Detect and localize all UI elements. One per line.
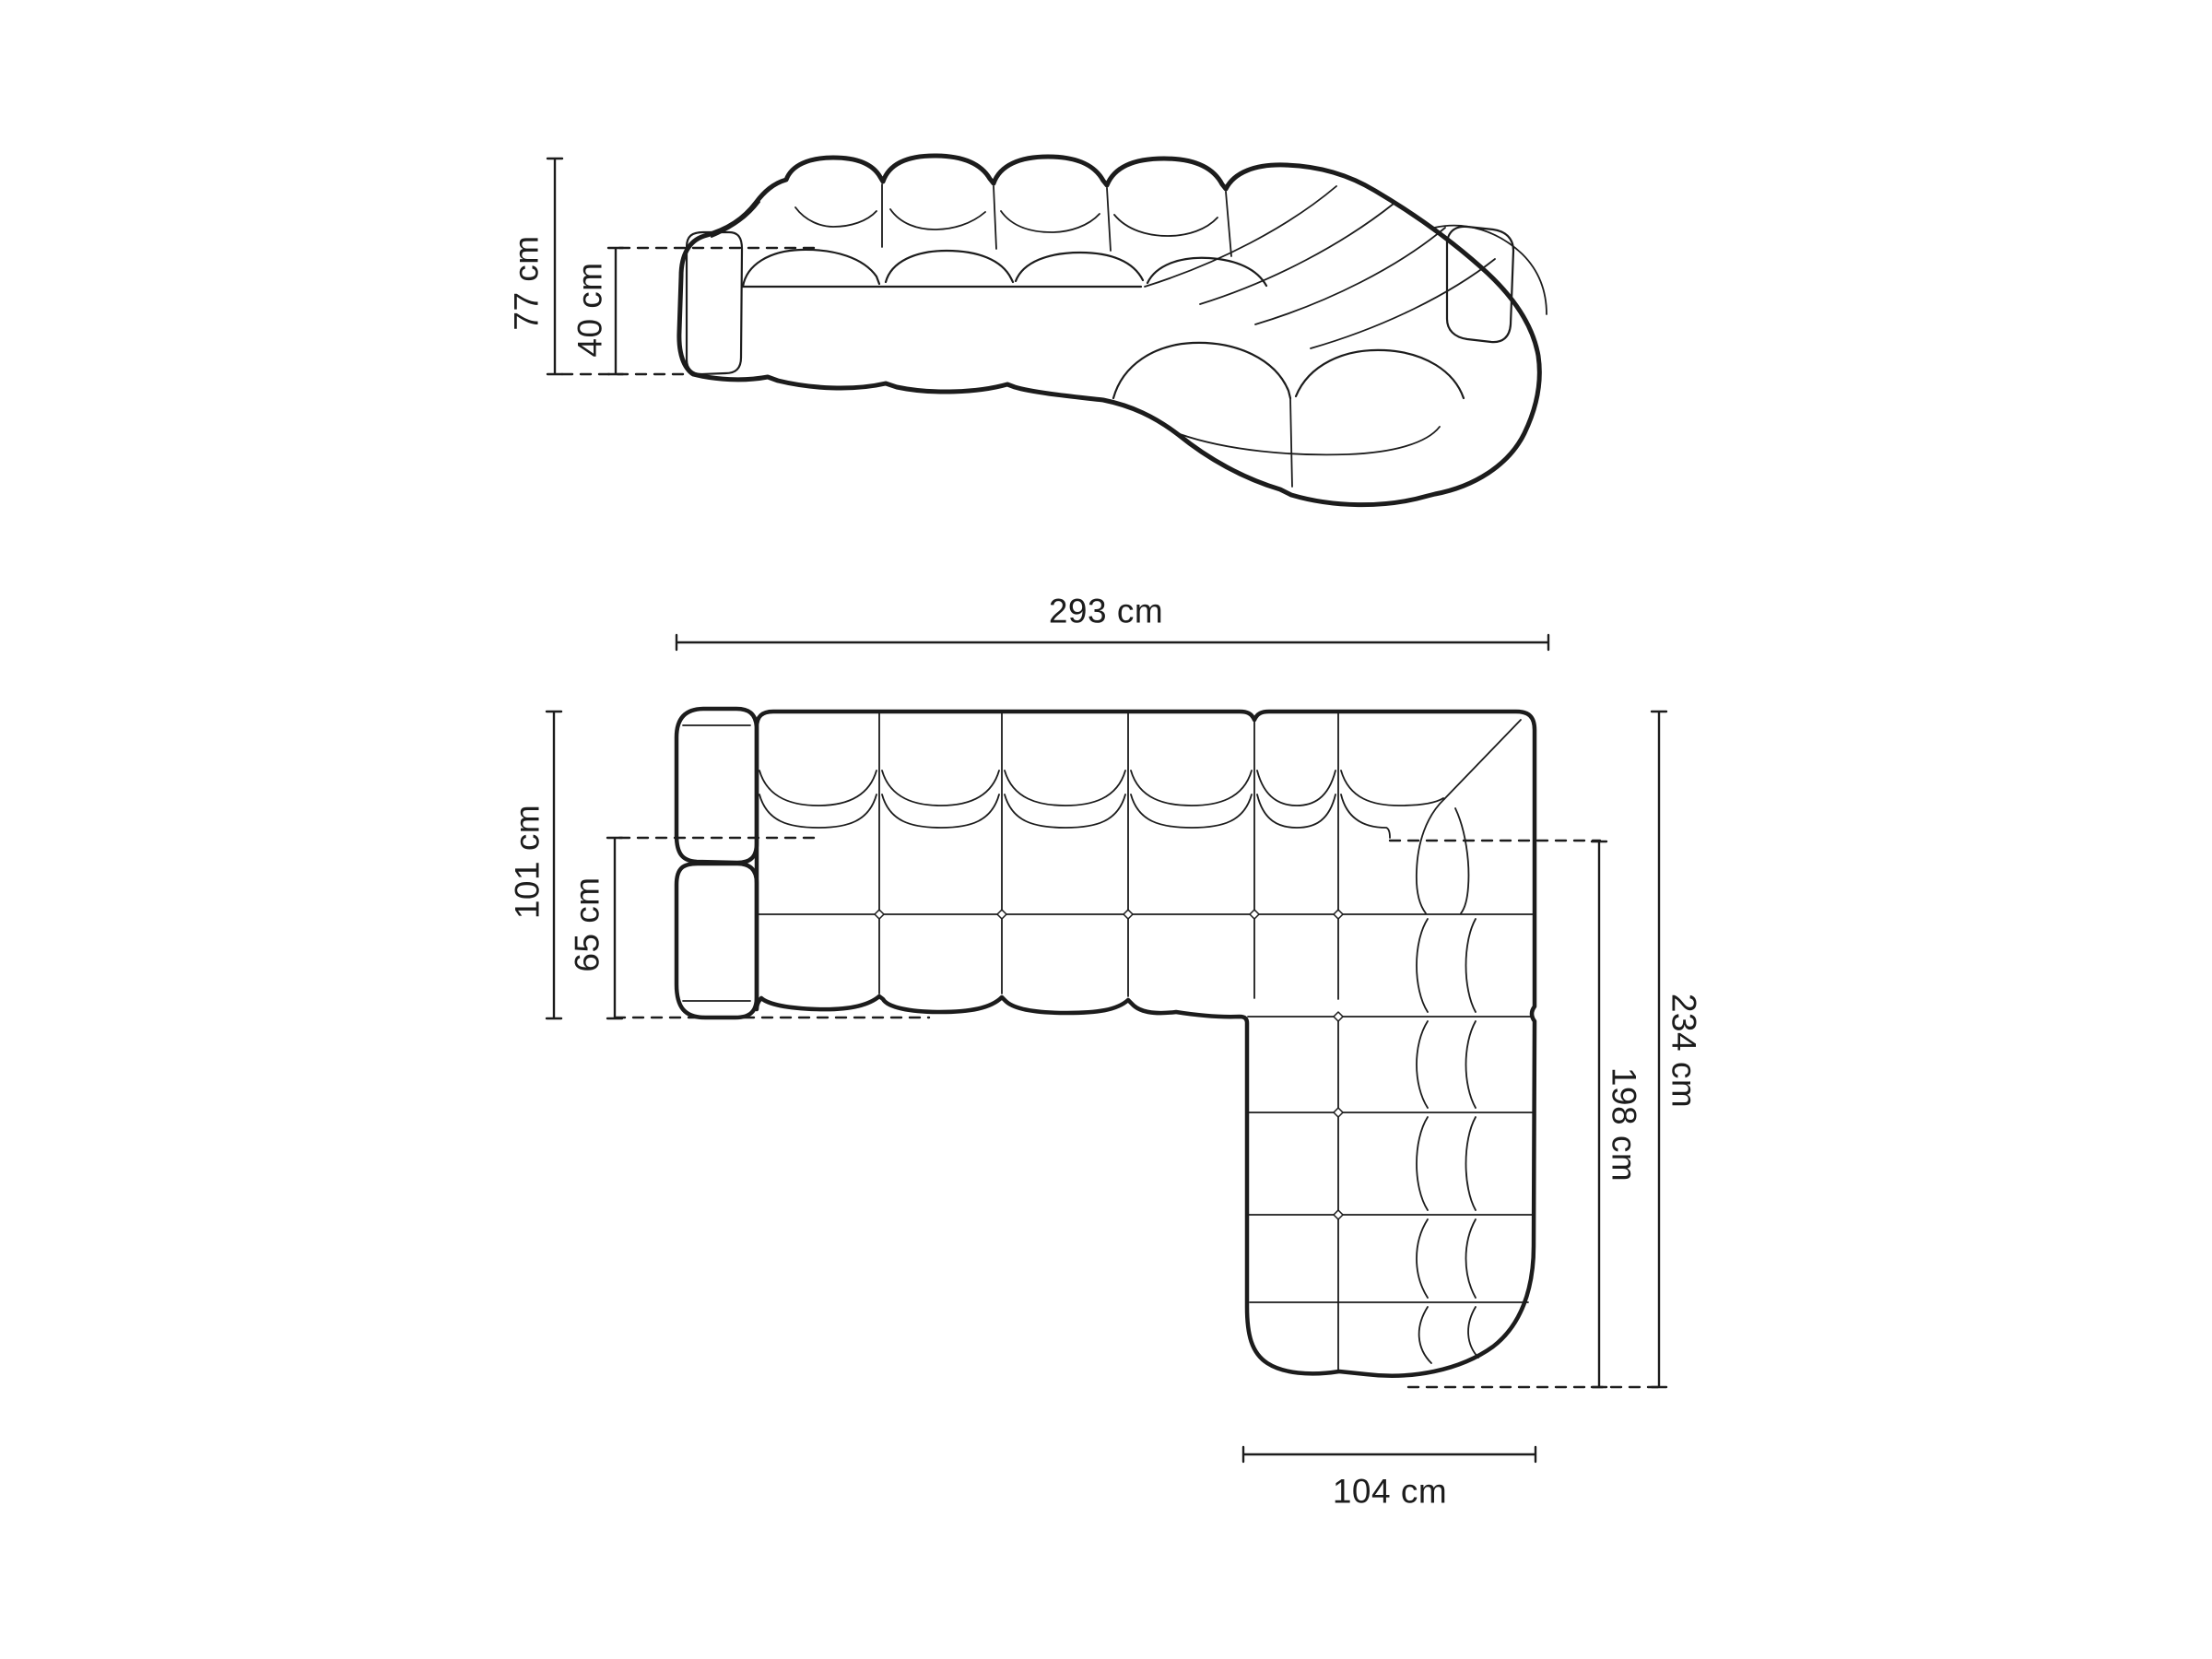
plan-arm-upper bbox=[677, 709, 757, 863]
plan-vertical-seams bbox=[879, 713, 1338, 1370]
front-seat-cushions bbox=[743, 250, 1266, 287]
dim-line-77 bbox=[547, 159, 562, 374]
plan-corner-diagonal bbox=[1444, 720, 1521, 799]
dim-label-chaise-depth: 198 cm bbox=[1605, 1066, 1643, 1182]
dim-label-total-height: 77 cm bbox=[507, 235, 546, 331]
plan-tuft-nodes bbox=[875, 910, 1343, 1219]
dim-line-65 bbox=[607, 838, 622, 1018]
dim-label-seat-height: 40 cm bbox=[571, 262, 609, 358]
dim-label-total-depth-right: 234 cm bbox=[1665, 993, 1703, 1109]
front-outline bbox=[679, 156, 1539, 505]
dim-label-total-depth-left: 101 cm bbox=[508, 804, 547, 920]
dim-label-seat-depth: 65 cm bbox=[568, 877, 606, 972]
dim-line-293 bbox=[677, 635, 1548, 650]
front-left-arm-pad bbox=[687, 232, 742, 374]
dim-line-104 bbox=[1243, 1447, 1535, 1462]
dim-label-total-width: 293 cm bbox=[1048, 592, 1164, 630]
dim-label-chaise-width: 104 cm bbox=[1332, 1472, 1448, 1511]
dim-line-101 bbox=[547, 712, 561, 1018]
front-chaise-mid-seam bbox=[1180, 398, 1440, 487]
plan-arm-lower bbox=[677, 864, 757, 1018]
front-right-arm-inner-seam bbox=[1434, 226, 1547, 314]
front-back-tuft-seams bbox=[795, 207, 1218, 236]
dimension-lines bbox=[547, 159, 1666, 1462]
front-view bbox=[679, 156, 1547, 505]
dim-line-40 bbox=[608, 248, 623, 374]
plan-corner-bolster-seams bbox=[1417, 799, 1478, 1363]
front-right-arm-pad bbox=[1447, 227, 1513, 342]
plan-chaise-row-seams bbox=[1248, 1017, 1533, 1302]
plan-view bbox=[677, 709, 1535, 1376]
front-corner-fan-seams bbox=[1145, 186, 1495, 348]
front-chaise-cushions bbox=[1113, 343, 1464, 398]
front-pinch-seams bbox=[882, 184, 1231, 256]
plan-back-cushion-seams bbox=[759, 771, 1443, 838]
